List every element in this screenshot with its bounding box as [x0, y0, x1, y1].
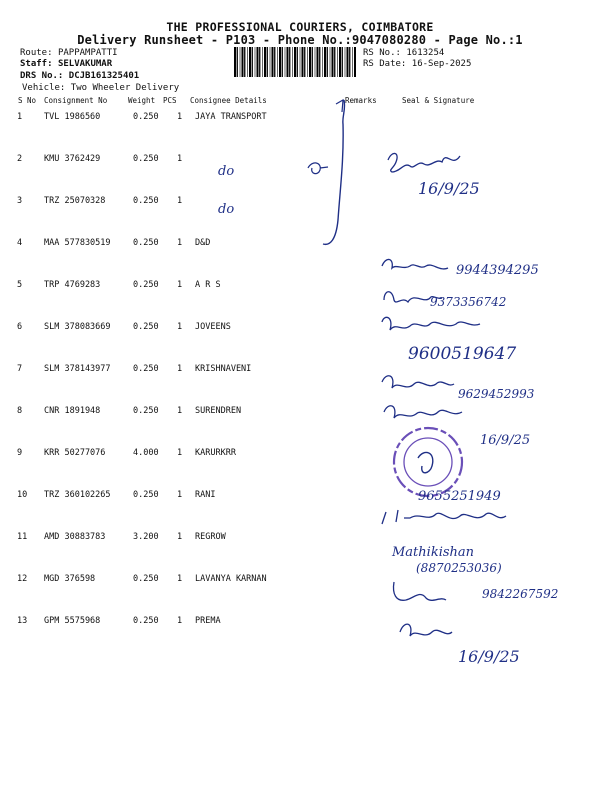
barcode-bar [244, 47, 245, 77]
barcode-bar [237, 47, 238, 77]
signature-row-13 [400, 624, 452, 636]
cell-sno: 12 [17, 574, 28, 584]
drs-line [20, 71, 139, 81]
cell-sno: 9 [17, 448, 23, 458]
barcode-bar [252, 47, 253, 77]
barcode-bar [294, 47, 296, 77]
cell-pcs: 1 [177, 238, 183, 248]
cell-consignment-no: MAA 577830519 [44, 238, 111, 248]
cell-consignment-no: KRR 50277076 [44, 448, 106, 458]
cell-sno: 5 [17, 280, 23, 290]
barcode-bar [279, 47, 281, 77]
col-weight: Weight [128, 96, 156, 105]
cell-consignee: PREMA [195, 616, 221, 626]
barcode-bar [327, 47, 328, 77]
vehicle-line [22, 83, 179, 93]
signature-row-11 [382, 510, 506, 524]
signature-row-7 [382, 376, 454, 388]
cell-sno: 11 [17, 532, 28, 542]
cell-weight: 3.200 [133, 532, 159, 542]
phone-row-7: 9629452993 [458, 387, 535, 401]
cell-pcs: 1 [177, 322, 183, 332]
cell-weight: 0.250 [133, 322, 159, 332]
barcode-bar [267, 47, 268, 77]
cell-weight: 0.250 [133, 490, 159, 500]
barcode-bar [330, 47, 331, 77]
rs-no-value: 1613254 [406, 48, 445, 58]
cell-consignee: JAYA TRANSPORT [195, 112, 267, 122]
cell-consignment-no: GPM 5575968 [44, 616, 101, 626]
barcode-bar [282, 47, 283, 77]
rs-date-label: RS Date: [363, 59, 407, 69]
cell-sno: 6 [17, 322, 23, 332]
cell-consignment-no: TRZ 25070328 [44, 196, 106, 206]
cell-consignment-no: MGD 376598 [44, 574, 96, 584]
barcode-bar [300, 47, 301, 77]
route-line [20, 48, 118, 58]
remarks-pen-stroke [323, 100, 345, 244]
barcode-bar [304, 47, 305, 77]
phone-row-5: 9373356742 [430, 295, 507, 309]
barcode-bar [264, 47, 266, 77]
phone-row-12: 9842267592 [482, 587, 559, 601]
barcode-bar [347, 47, 349, 77]
barcode-bar [317, 47, 319, 77]
barcode-bar [312, 47, 313, 77]
cell-pcs: 1 [177, 280, 183, 290]
signature-row-5 [384, 292, 442, 302]
phone-row-6: 9600519647 [408, 344, 517, 364]
cell-sno: 1 [17, 112, 23, 122]
barcode-bar [240, 47, 241, 77]
rs-date-line [363, 59, 471, 69]
rs-date-value: 16-Sep-2025 [411, 59, 472, 69]
signature-row-4 [382, 259, 448, 269]
phone-row-4: 9944394295 [456, 263, 539, 278]
barcode-bar [322, 47, 323, 77]
cell-weight: 0.250 [133, 364, 159, 374]
drs-label: DRS No.: [20, 71, 64, 81]
barcode-bar [352, 47, 353, 77]
cell-consignment-no: TRP 4769283 [44, 280, 101, 290]
barcode-bar [285, 47, 286, 77]
cell-weight: 0.250 [133, 280, 159, 290]
cell-consignee: JOVEENS [195, 322, 231, 332]
cell-consignment-no: TRZ 360102265 [44, 490, 111, 500]
date-row-2: 16/9/25 [418, 179, 480, 198]
barcode [233, 47, 358, 77]
runsheet-title: Delivery Runsheet - P103 - Phone No.:9047080280 - Page No.:1 [77, 33, 523, 47]
barcode-bar [270, 47, 271, 77]
barcode-bar [342, 47, 343, 77]
barcode-bar [242, 47, 244, 77]
staff-label: Staff: [20, 59, 53, 69]
cell-weight: 0.250 [133, 238, 159, 248]
col-sno: S No [18, 96, 37, 105]
barcode-bar [247, 47, 248, 77]
cell-weight: 0.250 [133, 112, 159, 122]
cell-consignee: A R S [195, 280, 221, 290]
staff-line [20, 59, 112, 69]
barcode-bar [249, 47, 251, 77]
barcode-bar [274, 47, 275, 77]
vehicle-value: Two Wheeler Delivery [70, 83, 180, 93]
barcode-bar [309, 47, 311, 77]
cell-sno: 10 [17, 490, 28, 500]
cell-pcs: 1 [177, 364, 183, 374]
barcode-bar [292, 47, 293, 77]
barcode-bar [277, 47, 278, 77]
cell-sno: 8 [17, 406, 23, 416]
seal-stamp [394, 428, 462, 496]
cell-pcs: 1 [177, 154, 183, 164]
barcode-bar [339, 47, 341, 77]
cell-consignee: SURENDREN [195, 406, 242, 416]
cell-weight: 0.250 [133, 406, 159, 416]
barcode-bar [319, 47, 320, 77]
staff-value: SELVAKUMAR [57, 59, 113, 69]
company-name: THE PROFESSIONAL COURIERS, COIMBATORE [166, 20, 434, 34]
cell-sno: 7 [17, 364, 23, 374]
cell-pcs: 1 [177, 448, 183, 458]
cell-consignment-no: SLM 378143977 [44, 364, 111, 374]
name-row-11: Mathikishan [392, 545, 475, 560]
barcode-bar [297, 47, 298, 77]
cell-consignee: REGROW [195, 532, 226, 542]
signature-row-12 [394, 582, 447, 600]
cell-consignment-no: KMU 3762429 [44, 154, 101, 164]
cell-sno: 13 [17, 616, 28, 626]
cell-pcs: 1 [177, 616, 183, 626]
date-row-8: 16/9/25 [480, 433, 531, 448]
signature-row-2 [388, 153, 460, 172]
drs-value: DCJB161325401 [68, 71, 140, 81]
phone-row-10: 9655251949 [418, 489, 501, 504]
vehicle-label: Vehicle: [22, 83, 66, 93]
route-value: PAPPAMPATTI [57, 48, 118, 58]
barcode-bar [257, 47, 259, 77]
cell-consignment-no: AMD 30883783 [44, 532, 106, 542]
barcode-bar [255, 47, 256, 77]
barcode-bar [332, 47, 334, 77]
cell-consignee: LAVANYA KARNAN [195, 574, 267, 584]
col-pcs: PCS [163, 96, 177, 105]
cell-pcs: 1 [177, 574, 183, 584]
cell-consignee: KARURKRR [195, 448, 236, 458]
cell-pcs: 1 [177, 112, 183, 122]
barcode-bar [302, 47, 304, 77]
barcode-bar [234, 47, 236, 77]
rs-no-label: RS No.: [363, 48, 401, 58]
cell-consignee: RANI [195, 490, 216, 500]
cell-sno: 4 [17, 238, 23, 248]
barcode-bar [315, 47, 316, 77]
barcode-bar [272, 47, 274, 77]
barcode-bar [259, 47, 260, 77]
col-seal-signature: Seal & Signature [402, 96, 475, 105]
barcode-bar [324, 47, 326, 77]
barcode-bar [289, 47, 290, 77]
cell-pcs: 1 [177, 532, 183, 542]
cell-sno: 2 [17, 154, 23, 164]
cell-consignee: D&D [195, 238, 211, 248]
cell-pcs: 1 [177, 196, 183, 206]
barcode-bar [349, 47, 350, 77]
barcode-bar [307, 47, 308, 77]
col-consignment: Consignment No [44, 96, 108, 105]
barcode-bar [287, 47, 289, 77]
cell-pcs: 1 [177, 490, 183, 500]
cell-consignment-no: TVL 1986560 [44, 112, 101, 122]
date-row-13: 16/9/25 [458, 647, 520, 666]
cell-consignee: KRISHNAVENI [195, 364, 252, 374]
signature-row-6 [382, 317, 480, 330]
cell-sno: 3 [17, 196, 23, 206]
col-consignee: Consignee Details [190, 96, 267, 105]
rs-no-line [363, 48, 444, 58]
barcode-bar [345, 47, 346, 77]
ditto-row-3: do [218, 202, 235, 217]
barcode-bar [334, 47, 335, 77]
cell-weight: 4.000 [133, 448, 159, 458]
remarks-loop-mark [308, 163, 328, 174]
cell-weight: 0.250 [133, 616, 159, 626]
cell-consignment-no: CNR 1891948 [44, 406, 101, 416]
barcode-bar [262, 47, 263, 77]
cell-weight: 0.250 [133, 196, 159, 206]
barcode-bar [354, 47, 356, 77]
signature-row-8 [384, 406, 462, 418]
cell-pcs: 1 [177, 406, 183, 416]
phone-row-11: (8870253036) [416, 561, 502, 575]
cell-consignment-no: SLM 378083669 [44, 322, 111, 332]
cell-weight: 0.250 [133, 154, 159, 164]
barcode-bar [337, 47, 338, 77]
ditto-row-2: do [218, 164, 235, 179]
cell-weight: 0.250 [133, 574, 159, 584]
remarks-pen-hook [336, 100, 343, 112]
route-label: Route: [20, 48, 53, 58]
col-remarks: Remarks [345, 96, 377, 105]
